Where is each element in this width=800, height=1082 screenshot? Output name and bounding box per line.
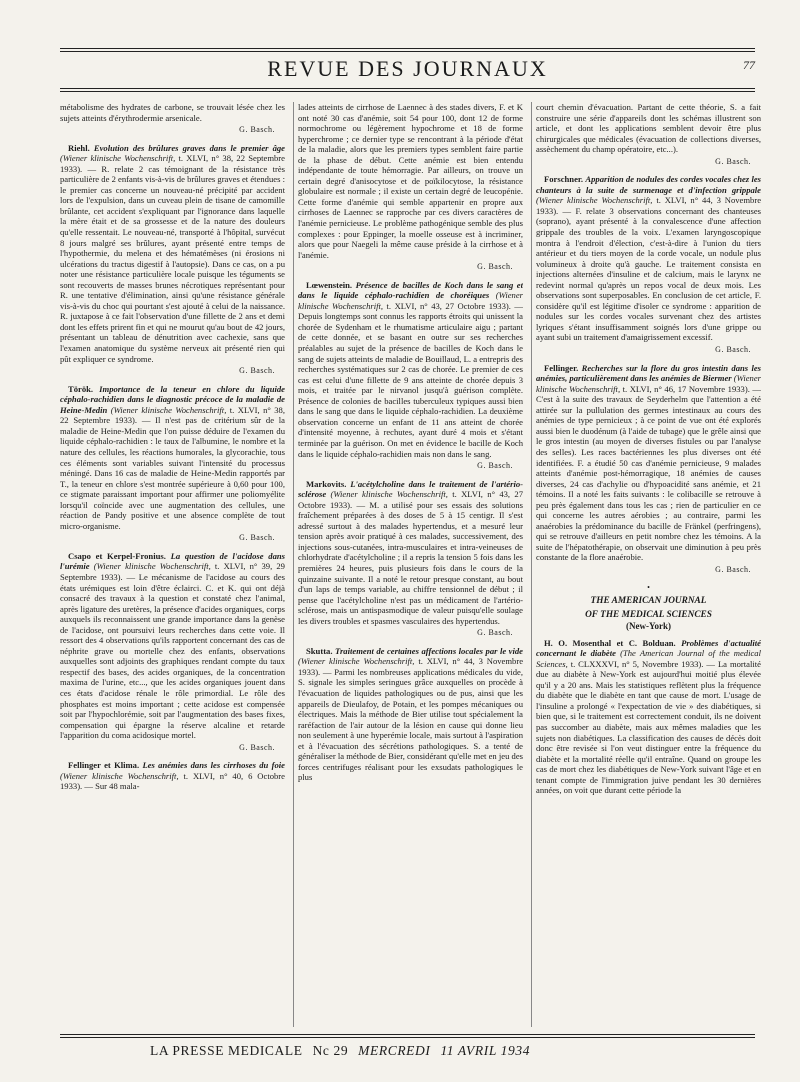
article-source: (Wiener klinische Wochenschrift, — [110, 404, 227, 415]
article-signature: G. Basch. — [239, 533, 275, 543]
article-ref: t. XLVI, n° 38, 22 Septembre 1933). — — [60, 153, 285, 174]
article-author: Lœwenstein. — [306, 279, 353, 290]
section-separator: • — [647, 582, 650, 592]
header-top-rule — [60, 48, 755, 49]
column-3 — [536, 102, 761, 1032]
article-title: La question de l'acidose dans l'urémie — [60, 550, 285, 572]
article-columns — [60, 102, 760, 1032]
journal-name: THE AMERICAN JOURNAL — [590, 596, 707, 607]
article-source: (Wiener klinische Wochenschrift, — [60, 153, 176, 164]
article — [60, 551, 285, 753]
article — [298, 479, 523, 639]
article-body: Il n'est pas de critérium sûr de la maladie de Heine-Medin que l'on puisse déduire de l'examen du liquide céphalo-rachidien : le taux de l'albumine, le nombre et la nature des cellules, les réactions humorales, la glycorachie, tous ces éléments sont variables suivant l'intensité du processus méningé. Dans 16 cas de maladie de Heine-Medin rapportés par T., la teneur en chlore s'est montrée supérieure à 0,60 pour 100, ce stigmate paraissant important pour affirmer une poliomyélite lorsqu'il coïncide avec une augmentation des cellules, une réaction de Pandy positive et une absence complète de tout micro-organisme. — [60, 415, 285, 531]
article-body: R. relate 2 cas témoignant de la résistance très particulière de 2 enfants vis-à-vis de brûlures graves et étendues : le premier cas concerne un nouveau-né précipité par accident lors de l'expulsion, dans un cuveau plein de tisane de camomille brûlante, cet accident s'expliquant par l'ignorance dans laquelle la mère était et de sa grossesse et de la nature des douleurs qu'elle ressentait. Le nouveau-né, transporté à l'hôpital, survécut 8 jours malgré ses brûlures, ayant présenté entre temps de l'hypothermie, du melena et des hématémèses (ni érosions ni ulcérations du tractus digestif à l'autopsie). Dans ce cas, on a pu noter une résistance particulière locale puisque les téguments se sont recouverts de masses brunes nécrotiques représentant pour R. une tentative d'élimination, ainsi qu'une résistance générale vis-à-vis du choc qui pourtant s'est ajouté à celui de la naissance. R. juxtapose à ce fait l'observation d'une fillette de 2 ans et demi dont les effets prirent fin et qui ne mourut qu'au bout de 42 jours, présentant un tableau de dénutrition avec cachexie, sans que l'examen anatomique du système nerveux ait présenté rien qui pût expliquer ce syndrome. — [60, 163, 285, 364]
article-ref: t. XLVI, n° 43, 27 Octobre 1933). — — [386, 300, 523, 311]
article — [536, 638, 761, 796]
article-author: Skutta. — [306, 645, 333, 656]
journal-name-line-2: OF THE MEDICAL SCIENCES — [585, 610, 712, 621]
article-source: (Wiener klinische Wochenschrift, — [298, 656, 415, 667]
article-signature: G. Basch. — [715, 156, 751, 166]
column-2 — [298, 102, 523, 1032]
article-body: lades atteints de cirrhose de Laennec à des stades divers, F. et K ont noté 30 cas d'anémie, soit 54 pour 100, dont 12 de forme normochrome ou légèrement hypochrome et 18 de forme hyperchrome ; ce dernier type se rencontrant à la période d'état de la maladie, alors que les premiers types semblent faire partie de la phase de début. Cette anémie est bien entendu indépendante de toute hémorragie. Par ailleurs, on trouve un certain degré d'anisocytose et de poïkilocytose, la résistance globulaire est normale ; il existe un certain degré de leucopénie. Cette forme d'anémie qui semble appartenir en propre aux cirrhoses de Laennec se rapproche par ces divers caractères de l'anémie pernicieuse. Le problème pathogénique semble des plus complexes : pour Eppinger, la moelle osseuse est à incriminer, alors que pour Naegeli la même cause préside à la cirrhose et à l'anémie. — [298, 102, 523, 260]
article-ref: t. XLVI, n° 46, 17 Novembre 1933). — — [622, 383, 761, 394]
article-body: F. relate 3 observations concernant des chanteuses (soprano), ayant présenté à la convalescence d'une affection grippale des troubles de la voix. L'examen laryngoscopique montra à l'endroit d'élection, c'est-à-dire à l'union du tiers antérieur et du tiers moyen de la corde vocale, un nodule plus volumineux à droite qu'à gauche. Le traitement consista en injections alternées d'insuline et de calcium, mais le larynx ne redevint normal qu'après un repos vocal de deux mois. Les observations sont superposables. En conclusion de cet article, F. considère qu'il est légitime d'isoler ce syndrome : apparition de nodules sur les cordes vocales survenant chez des artistes lyriques s'étant insuffisamment soignés lors d'une grippe ou ayant subi un traitement d'amaigrissement excessif. — [536, 205, 761, 343]
article-body: Parmi les nombreuses applications médicales du vide, S. signale les simples seringues grâce auxquelles on procède à l'évacuation de liquides pathologiques ou de pus, ainsi que les appareils de Dieulafoy, de Potain, et les pompes mécaniques ou électriques. Mais la méthode de Bier utilise tout spécialement la raréfaction de l'air autour de la lésion en cause qui donne lieu non seulement à une hyperémie locale, mais surtout à l'aspiration et à l'évacuation des sécrétions pathologiques. S. a tenté de généraliser la méthode de Bier, considérant qu'elle met en jeu des forces centrifuges réalisant pour les exsudats pathologiques le plus — [298, 666, 523, 783]
article-signature: G. Basch. — [477, 262, 513, 272]
article — [60, 143, 285, 377]
footer-journal: LA PRESSE MEDICALE — [150, 1043, 303, 1058]
article-signature: G. Basch. — [715, 564, 751, 574]
article-signature: G. Basch. — [477, 628, 513, 638]
article-title: Apparition de nodules des cordes vocales chez les chanteurs à la suite de surmenage et d'infection grippale — [536, 174, 761, 195]
article-author: Forschner. — [544, 174, 584, 185]
article-continuation — [298, 102, 523, 273]
article-signature: G. Basch. — [239, 366, 275, 376]
article-source: (The American Journal of the medical Sciences, — [536, 648, 761, 669]
article-author: H. O. Mosenthal et C. Bolduan. — [544, 637, 676, 648]
article — [60, 760, 285, 792]
article-body: M. a utilisé pour ses essais des solutions fraîchement préparées à des doses de 5 à 15 centigr. Il s'est adressé surtout à des malades hypertendus, et a mesuré leur tension après avoir pratiqué à ces malades, successivement, des injections sous-cutanées, intra-musculaires et intra-veineuses de chlorhydrate d'acétylcholine ; il a repris la tension 5 fois dans les premières 24 heures, puis plusieurs fois dans le cours de la quinzaine suivante. Il a noté le retour presque constant, au bout d'un laps de temps variable, au chiffre tensionnel de début ; il pense que l'acétylcholine n'est pas un médicament de l'artério-sclérose, mais un antispasmodique de valeur puisqu'elle soulage les divers troubles et spasmes vasculaires des hypertendus. — [298, 499, 523, 626]
article-title: Recherches sur la flore du gros intestin dans les anémies, particulièrement dans les anémies de Biermer — [536, 362, 761, 384]
article-body: métabolisme des hydrates de carbone, se trouvait lésée chez les sujets atteints d'érythrodermie arsenicale. — [60, 102, 285, 123]
article — [60, 384, 285, 544]
header-bottom-rule-2 — [60, 91, 755, 92]
article-title: Problèmes d'actualité concernant le diabète — [536, 637, 761, 659]
page-footer — [150, 1043, 536, 1059]
article-continuation — [60, 102, 285, 136]
article-ref: t. XLVI, n° 44, 3 Novembre 1933). — — [536, 195, 761, 216]
article-author: Markovits. — [306, 478, 347, 489]
article-body: Le mécanisme de l'acidose au cours des états urémiques est loin d'être éclairci. C. et K. qui ont déjà consacré des travaux à la question et constaté chez l'animal, après ligature des uretères, la présence d'acides organiques, corps auxquels ils reconnaissent une grande importance dans la genèse de l'acidose, ont poursuivi leurs recherches dans cette voie. Il ressort des 4 observations qu'ils rapportent concernant des cas de néphrite grave ou mortelle chez des enfants, observations auxquelles sont adjoints des graphiques rendant compte du taux respectif des bases, des acides organiques, de la concentration maxima de l'urine, etc..., que les acides organiques jouent dans ces états d'acidose rénale le rôle primordial. Le rôle des phosphates est moins important ; cette acidose est compensée soit par l'hypochlorémie, soit par l'augmentation des bases fixes, compensation qui épargne la réserve alcaline et retarde l'apparition du coma acidosique mortel. — [60, 571, 285, 741]
article-author: Csapo et Kerpel-Fronius. — [68, 550, 166, 561]
article-author: Riehl. — [68, 142, 90, 153]
article-ref: t. XLVI, n° 38, 22 Septembre 1933). — — [60, 404, 285, 426]
article-author: Török. — [68, 383, 94, 394]
page-number: 77 — [743, 58, 755, 72]
article-author: Fellinger et Klima. — [68, 760, 140, 771]
article-body: C'est à la suite des travaux de Seyderhelm que l'attention a été attirée sur la pullulation des germes intestinaux au cours des anémies de type pernicieux ; à ce point de vue ont été explorés aussi bien le duodénum (à l'aide de tubage) que le grêle ainsi que le gros intestin (au moyen de diverses fistules ou par l'analyse des selles). Les races bactériennes les plus diverses ont été identifiées. F. a étudié 50 cas d'anémie pernicieuse, 9 malades atteints d'anémie post-hémorragique, 18 anémies de causes diverses, 24 cas d'achylie ou d'hypoacidité sans anémie, et 21 témoins. Il a noté les faits suivants : le colibacille se retrouve à peu près également dans tous les cas ; rien de particulier en ce qui concerne les autres aérobies ; au contraire, parmi les anaérobies la prédominance du bacille de Fränkel (perfringens), qui se retrouve d'ailleurs en petit nombre chez les témoins. A la suite de l'hépatothérapie, on observait une diminution à peu près constante de la flore anaérobie. — [536, 394, 761, 563]
article-source: (Wiener klinische Wochenschrift, — [536, 373, 761, 394]
article — [298, 280, 523, 472]
article-source: (Wiener klinische Wochenschrift, — [330, 489, 448, 500]
article-title: Les anémies dans les cirrhoses du foie — [142, 760, 285, 771]
article-title: L'acétylcholine dans le traitement de l'artério-sclérose — [298, 478, 523, 500]
article-ref: t. XLVI, n° 43, 27 Octobre 1933). — — [298, 489, 523, 510]
article-source: (Wiener klinische Wochenschrift, — [536, 195, 653, 206]
article — [536, 363, 761, 576]
article-source: (Wiener klinische Wochenschrift, — [298, 290, 523, 311]
article-signature: G. Basch. — [239, 125, 275, 135]
article — [298, 646, 523, 783]
footer-day: MERCREDI — [358, 1043, 431, 1058]
article-title: Présence de bacilles de Koch dans le sang et dans le liquide céphalo-rachidien de choréiques — [298, 279, 523, 301]
article — [536, 174, 761, 355]
article-ref: t. XLVI, n° 40, 6 Octobre 1933). — — [60, 770, 285, 792]
article-ref: t. XLVI, n° 44, 3 Novembre 1933). — — [298, 656, 523, 677]
article-title: Evolution des brûlures graves dans le premier âge — [93, 142, 285, 153]
column-1 — [60, 102, 285, 1032]
footer-rule-2 — [60, 1037, 755, 1038]
article-body: Sur 48 mala- — [95, 781, 140, 792]
journal-city: (New-York) — [626, 621, 671, 632]
article-ref: t. XLVI, n° 39, 29 Septembre 1933). — — [60, 561, 285, 582]
footer-date: 11 AVRIL 1934 — [440, 1043, 531, 1058]
footer-rule — [60, 1034, 755, 1035]
header-top-rule-2 — [60, 51, 755, 52]
article-source: (Wiener klinische Wochenschrift, — [93, 561, 211, 572]
article-signature: G. Basch. — [715, 345, 751, 355]
article-body: Depuis longtemps sont connus les rapports étroits qui unissent la chorée de Sydenham et le rhumatisme articulaire aigu ; partant de cette donnée, et se basant en outre sur ses recherches préalables au sujet de la présence de bacilles de Koch dans le sang de sujets atteints de maladie de Bouillaud, L. a entrepris des recherches systématiques sur 2 cas de chorée. Le premier de ces cas est celui d'une fillette de 9 ans atteinte de chorée depuis 3 mois, et traitée par le nirvanol jusqu'à guérison complète. Présence de colonies de bacilles tuberculeux typiques aussi bien dans le sang que dans le liquide céphalo-rachidien. La deuxième observation concerne un enfant de 11 ans atteint de chorée d'intensité moyenne, à rechutes, ayant duré 4 mois et s'étant terminée par la guérison. On met en évidence le bacille de Koch dans le liquide céphalo-rachidien mais non dans le sang. — [298, 311, 523, 459]
article-title: Importance de la teneur en chlore du liquide céphalo-rachidien dans le diagnostic précoce de la maladie de Heine-Medin — [60, 383, 285, 415]
article-signature: G. Basch. — [239, 742, 275, 752]
article-title: Traitement de certaines affections locales par le vide — [335, 645, 523, 656]
footer-issue: Nc 29 — [312, 1043, 349, 1058]
article-body: court chemin d'évacuation. Partant de cette théorie, S. a fait construire une série d'appareils dont les schémas illustrent son article, et dont les applications semblent devoir être plus chirurgicales que médicales (évacuation de collections diverses, assèchement du champ opératoire, etc...). — [536, 102, 761, 155]
article-continuation — [536, 102, 761, 167]
article-signature: G. Basch. — [477, 461, 513, 471]
article-author: Fellinger. — [544, 362, 579, 373]
header-bottom-rule — [60, 88, 755, 89]
article-body: La mortalité due au diabète à New-York est aujourd'hui moitié plus élevée qu'il y a 20 ans. Mais les statistiques reflètent plus la fréquence du diabète que le diabète en tant que cause de mort. L'usage de l'insuline a prolongé « l'expectation de vie » des diabétiques, si bien que, si le traitement est correctement conduit, ils ne doivent pas succomber au diabète, mais aux mêmes maladies que les sujets non diabétiques. La classification des causes de décès doit donc être revisée si l'on veut distinguer entre la fréquence du diabète et la mortalité réelle qu'il entraîne. Quand on groupe les cas de mort chez les diabétiques de New-York suivant l'âge et en tenant compte de l'immigration juive pendant les 30 dernières années, on voit que durant cette période la — [536, 658, 761, 796]
article-source: (Wiener klinische Wochenschrift, — [60, 770, 179, 781]
article-ref: t. CLXXXVI, n° 5, Novembre 1933). — — [570, 658, 718, 669]
page-header-title: REVUE DES JOURNAUX — [267, 56, 548, 81]
